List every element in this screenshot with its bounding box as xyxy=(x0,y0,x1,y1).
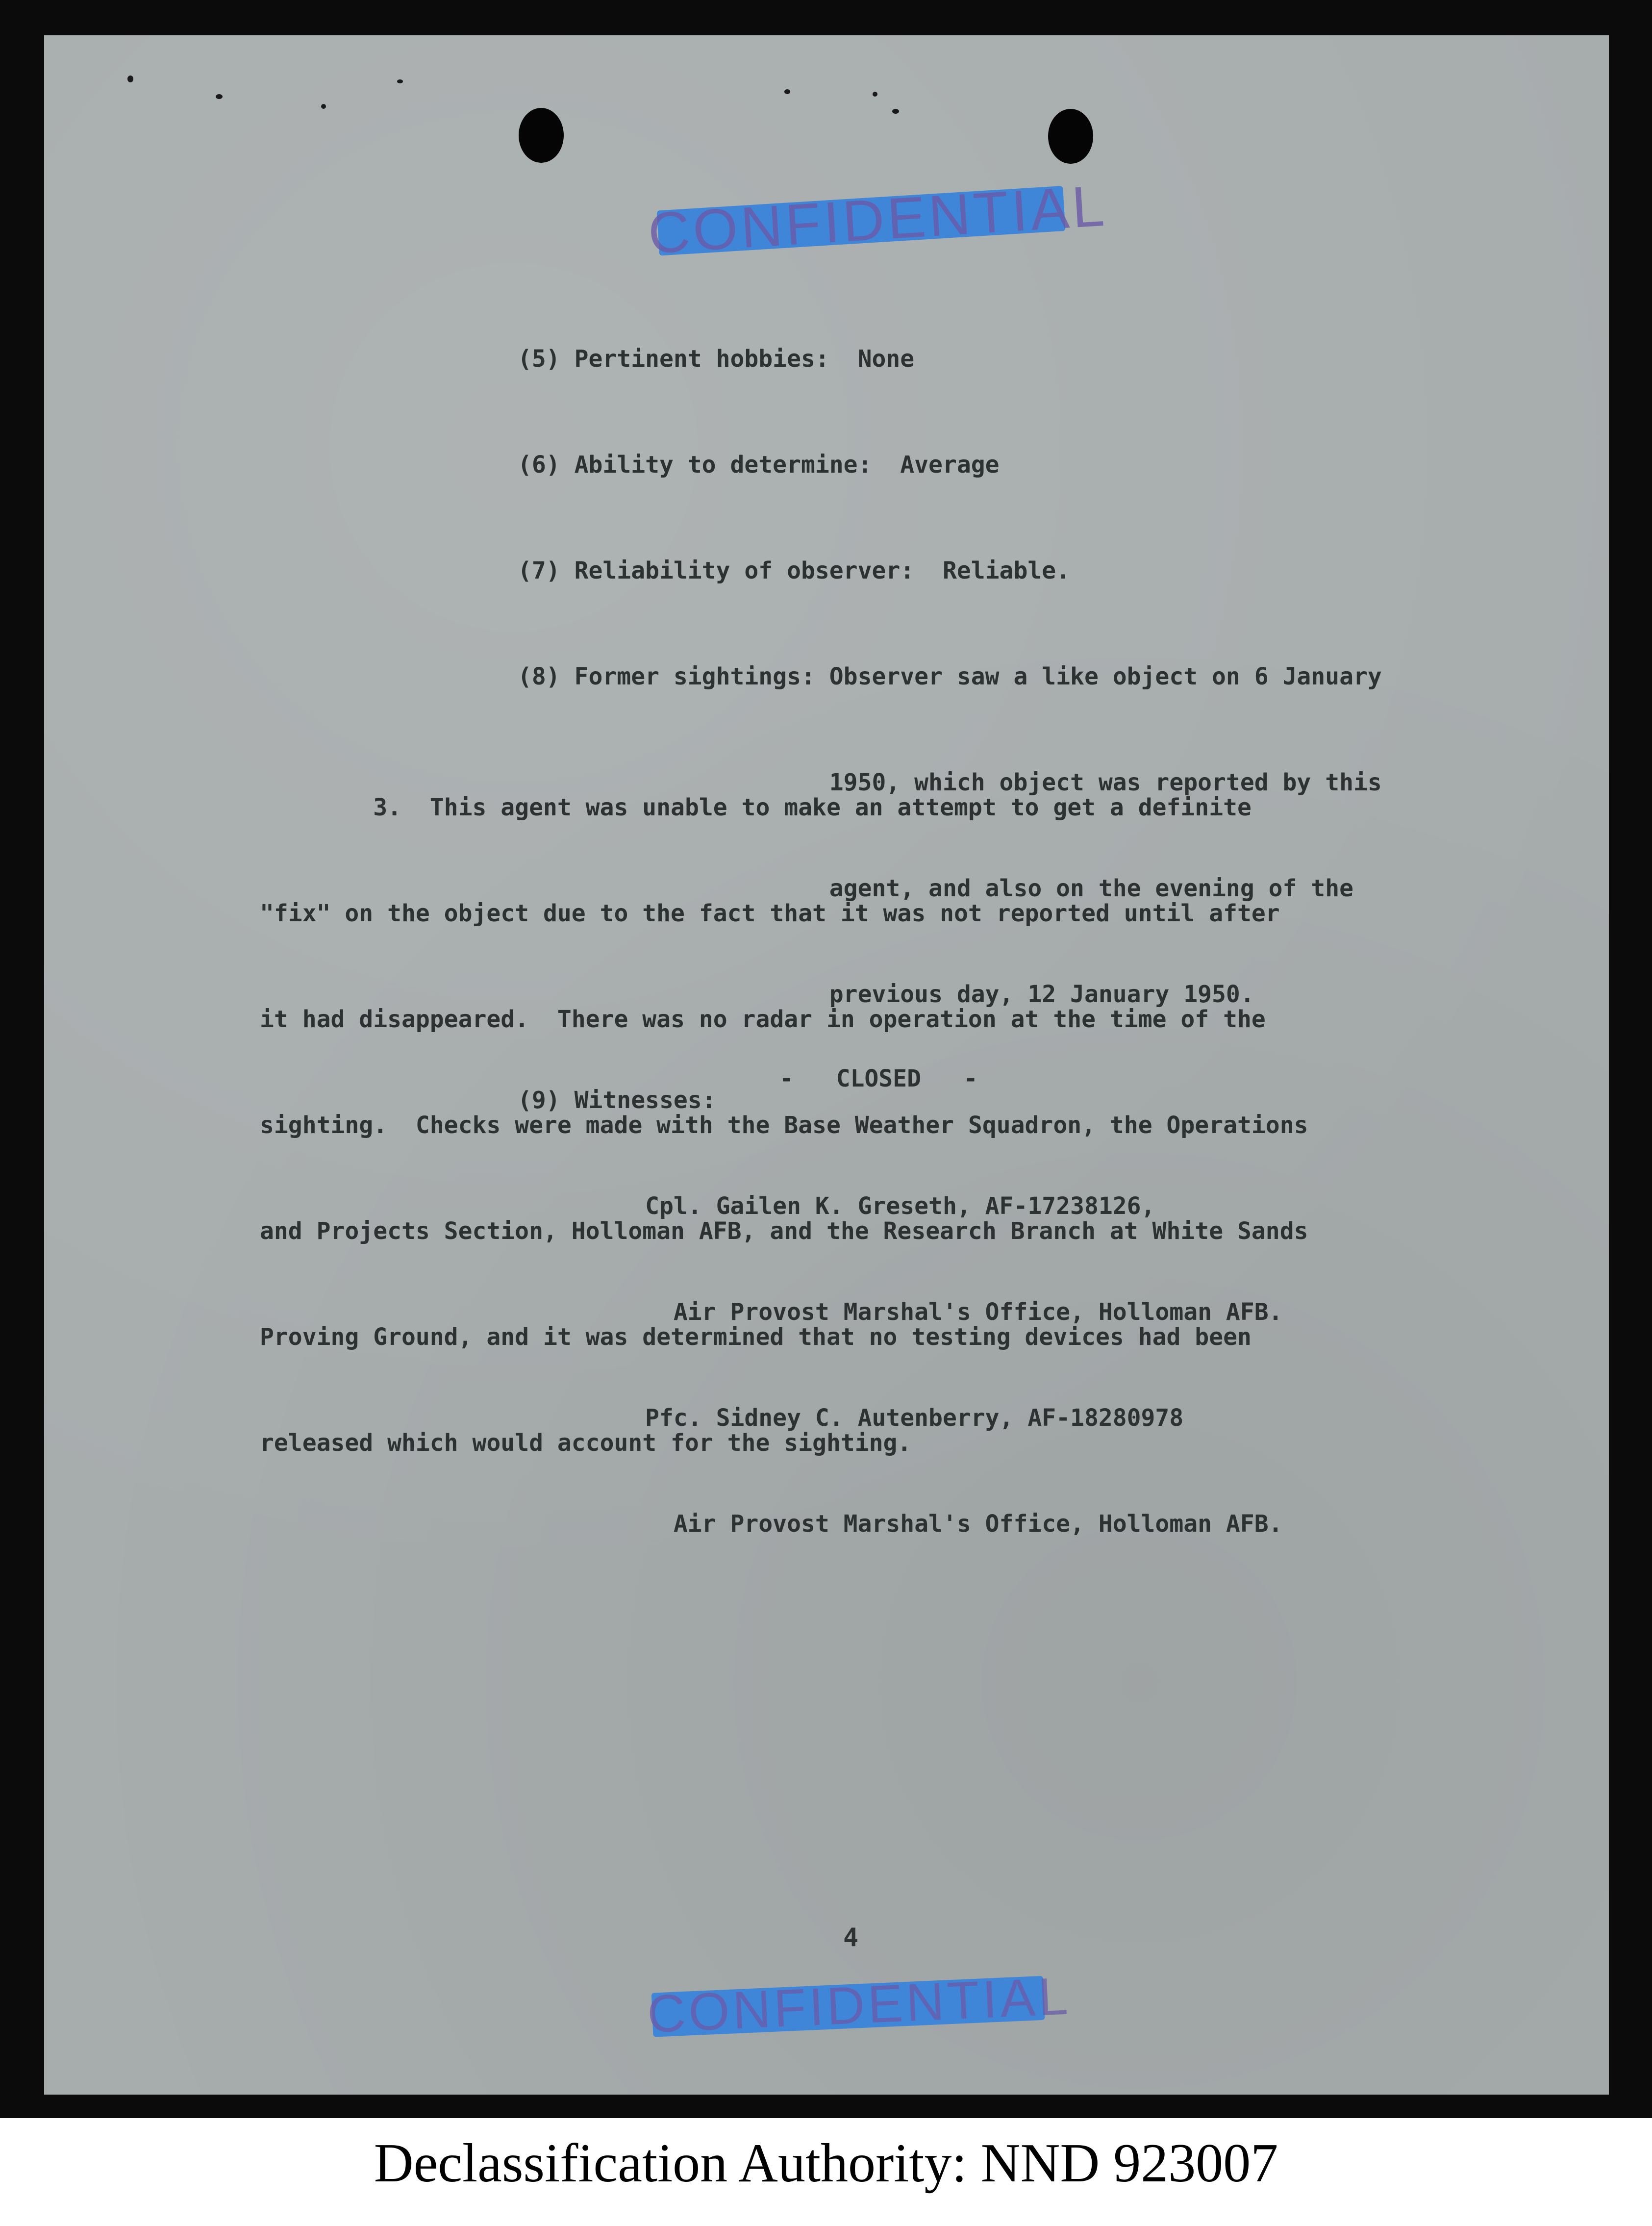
paper-speck xyxy=(321,104,326,109)
paragraph-line: 3. This agent was unable to make an attempt to get a definite xyxy=(260,794,1252,821)
detail-line: (7) Reliability of observer: Reliable. xyxy=(518,557,1071,584)
document-page xyxy=(44,35,1609,2095)
confidential-stamp-top xyxy=(645,151,1109,266)
paper-speck xyxy=(873,92,877,97)
detail-line: Pfc. Sidney C. Autenberry, AF-18280978 xyxy=(518,1404,1184,1432)
detail-line: (6) Ability to determine: Average xyxy=(518,451,1000,479)
paragraph-line: "fix" on the object due to the fact that it was not reported until after xyxy=(260,900,1280,927)
detail-line: Air Provost Marshal's Office, Holloman AFB. xyxy=(518,1298,1283,1326)
stamp-text: CONFIDENTIAL xyxy=(646,1966,1072,2044)
paragraph-line: Proving Ground, and it was determined that no testing devices had been xyxy=(260,1323,1252,1351)
detail-line: (8) Former sightings: Observer saw a like object on 6 January xyxy=(518,663,1382,690)
paper-speck xyxy=(216,94,223,99)
closed-marker: - CLOSED - xyxy=(779,1065,978,1092)
stamp-text: CONFIDENTIAL xyxy=(646,173,1109,266)
paper-speck xyxy=(784,89,790,94)
detail-line: (9) Witnesses: xyxy=(518,1087,716,1114)
confidential-stamp-bottom xyxy=(646,1956,1072,2052)
paragraph-line: and Projects Section, Holloman AFB, and the Research Branch at White Sands xyxy=(260,1217,1308,1245)
paper-speck xyxy=(892,109,899,114)
detail-line: (5) Pertinent hobbies: None xyxy=(518,345,915,373)
page-number: 4 xyxy=(843,1923,859,1952)
detail-line: Air Provost Marshal's Office, Holloman AFB. xyxy=(518,1510,1283,1538)
paragraph-3 xyxy=(260,719,1308,1531)
detail-line: Cpl. Gailen K. Greseth, AF-17238126, xyxy=(518,1192,1155,1220)
declassification-authority: Declassification Authority: NND 923007 xyxy=(374,2133,1278,2194)
detail-line: 1950, which object was reported by this xyxy=(518,769,1382,796)
paragraph-line: sighting. Checks were made with the Base Weather Squadron, the Operations xyxy=(260,1112,1308,1139)
paragraph-line: it had disappeared. There was no radar in operation at the time of the xyxy=(260,1006,1266,1033)
paper-speck xyxy=(127,76,133,82)
detail-line: agent, and also on the evening of the xyxy=(518,875,1354,902)
detail-line: previous day, 12 January 1950. xyxy=(518,981,1254,1008)
paragraph-line: released which would account for the sighting. xyxy=(260,1429,912,1457)
punch-hole-left xyxy=(519,108,564,163)
paper-speck xyxy=(397,79,403,83)
